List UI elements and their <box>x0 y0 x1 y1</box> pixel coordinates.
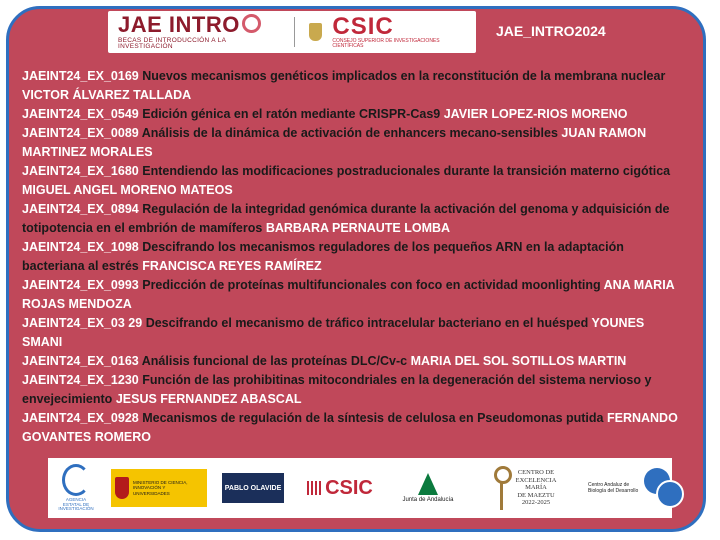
entry-code: JAEINT24_EX_1680 <box>22 164 139 178</box>
list-item <box>22 276 686 314</box>
spain-shield-icon <box>115 477 129 499</box>
entry-name: JESUS FERNANDEZ ABASCAL <box>115 392 302 406</box>
entry-code: JAEINT24_EX_1230 <box>22 373 139 387</box>
entry-name: FERNANDO GOVANTES ROMERO <box>22 411 678 444</box>
list-item <box>22 352 686 371</box>
aei-mark-icon <box>62 464 90 496</box>
entry-name: MARIA DEL SOL SOTILLOS MARTIN <box>410 354 627 368</box>
entry-title: Descifrando los mecanismos reguladores de los pequeños ARN en la adaptación bacteriana al estrés <box>22 240 624 273</box>
entry-name: JUAN RAMON MARTINEZ MORALES <box>22 126 647 159</box>
list-item <box>22 67 686 105</box>
entry-title: Descifrando el mecanismo de tráfico intracelular bacteriano en el huésped <box>145 316 589 330</box>
cabd-logo <box>588 462 664 514</box>
csic-header-logo-text: CSIC <box>332 13 394 40</box>
header-banner <box>108 11 476 53</box>
entry-title: Mecanismos de regulación de la síntesis de celulosa en Pseudomonas putida <box>142 411 604 425</box>
jae-intro-logo-text: JAE INTRO <box>118 11 240 37</box>
entry-title: Entendiendo las modificaciones postraducionales durante la transición materno cigótica <box>142 164 671 178</box>
entry-title: Predicción de proteínas multifuncionales con foco en actividad moonlighting <box>142 278 601 292</box>
program-code: JAE_INTRO2024 <box>496 23 606 39</box>
maeztu-line-2: EXCELENCIA <box>515 476 557 484</box>
entry-title: Función de las prohibitinas mitocondriales en la degeneración del sistema nervioso y envejecimiento <box>22 373 652 406</box>
entry-code: JAEINT24_EX_0163 <box>22 354 139 368</box>
list-item <box>22 105 686 124</box>
crest-icon <box>309 23 322 41</box>
sponsor-logos <box>48 458 672 518</box>
list-item <box>22 371 686 409</box>
list-item <box>22 238 686 276</box>
ministry-logo-text: MINISTERIO DE CIENCIA, INNOVACIÓN Y UNIVERSIDADES <box>133 479 188 496</box>
entry-title: Análisis de la dinámica de activación de enhancers mecano-sensibles <box>141 126 558 140</box>
cabd-logo-text: Centro Andaluz de Biología del Desarrollo <box>588 482 639 494</box>
entry-name: MIGUEL ANGEL MORENO MATEOS <box>22 183 233 197</box>
maeztu-line-3: MARÍA <box>525 484 547 492</box>
banner-divider <box>294 17 295 47</box>
project-list <box>22 67 686 447</box>
ministry-logo <box>111 469 207 507</box>
entry-name: JAVIER LOPEZ-RIOS MORENO <box>443 107 628 121</box>
csic-footer-logo <box>299 462 381 514</box>
entry-code: JAEINT24_EX_1098 <box>22 240 139 254</box>
entry-name: ANA MARIA ROJAS MENDOZA <box>22 278 675 311</box>
magnifier-icon <box>242 14 261 33</box>
entry-code: JAEINT24_EX_0169 <box>22 69 139 83</box>
junta-arch-icon <box>418 473 438 495</box>
entry-code: JAEINT24_EX_0089 <box>22 126 139 140</box>
upo-logo <box>222 473 284 503</box>
entry-title: Regulación de la integridad genómica durante la activación del genoma y adquisición de totipotencia en el embrión de mamíferos <box>22 202 670 235</box>
key-icon <box>492 466 512 510</box>
junta-logo-text: Junta de Andalucía <box>402 497 454 503</box>
maeztu-line-4: DE MAEZTU <box>517 491 555 499</box>
entry-code: JAEINT24_EX_0928 <box>22 411 139 425</box>
list-item <box>22 124 686 162</box>
list-item <box>22 409 686 447</box>
maria-de-maeztu-logo <box>475 462 573 514</box>
list-item <box>22 162 686 200</box>
maeztu-line-1: CENTRO DE <box>517 469 555 477</box>
jae-intro-logo <box>118 11 276 51</box>
cabd-mark-icon <box>644 468 664 508</box>
junta-andalucia-logo <box>396 462 460 514</box>
csic-header-logo <box>309 15 466 49</box>
entry-code: JAEINT24_EX_0894 <box>22 202 139 216</box>
list-item <box>22 314 686 352</box>
entry-title: Nuevos mecanismos genéticos implicados en la reconstitución de la membrana nuclear <box>142 69 666 83</box>
entry-title: Análisis funcional de las proteínas DLC/Cv-c <box>141 354 408 368</box>
entry-name: BARBARA PERNAUTE LOMBA <box>265 221 451 235</box>
entry-title: Edición génica en el ratón mediante CRISPR-Cas9 <box>142 107 441 121</box>
maeztu-years: 2022-2025 <box>521 499 551 507</box>
upo-logo-text: PABLO OLAVIDE <box>224 484 282 492</box>
entry-name: VICTOR ÁLVAREZ TALLADA <box>22 88 192 102</box>
entry-name: FRANCISCA REYES RAMÍREZ <box>142 259 322 273</box>
entry-code: JAEINT24_EX_03 29 <box>22 316 143 330</box>
aei-logo <box>56 462 96 514</box>
csic-footer-logo-text: CSIC <box>325 476 373 499</box>
entry-code: JAEINT24_EX_0993 <box>22 278 139 292</box>
aei-logo-text: AGENCIA ESTATAL DE INVESTIGACIÓN <box>58 496 94 512</box>
csic-grid-icon <box>307 481 321 495</box>
entry-name: YOUNES SMANI <box>22 316 645 349</box>
jae-intro-logo-subtitle: BECAS DE INTRODUCCIÓN A LA INVESTIGACIÓN <box>118 36 226 50</box>
csic-header-logo-subtitle: CONSEJO SUPERIOR DE INVESTIGACIONES CIENTÍFICAS <box>332 38 440 49</box>
list-item <box>22 200 686 238</box>
entry-code: JAEINT24_EX_0549 <box>22 107 139 121</box>
